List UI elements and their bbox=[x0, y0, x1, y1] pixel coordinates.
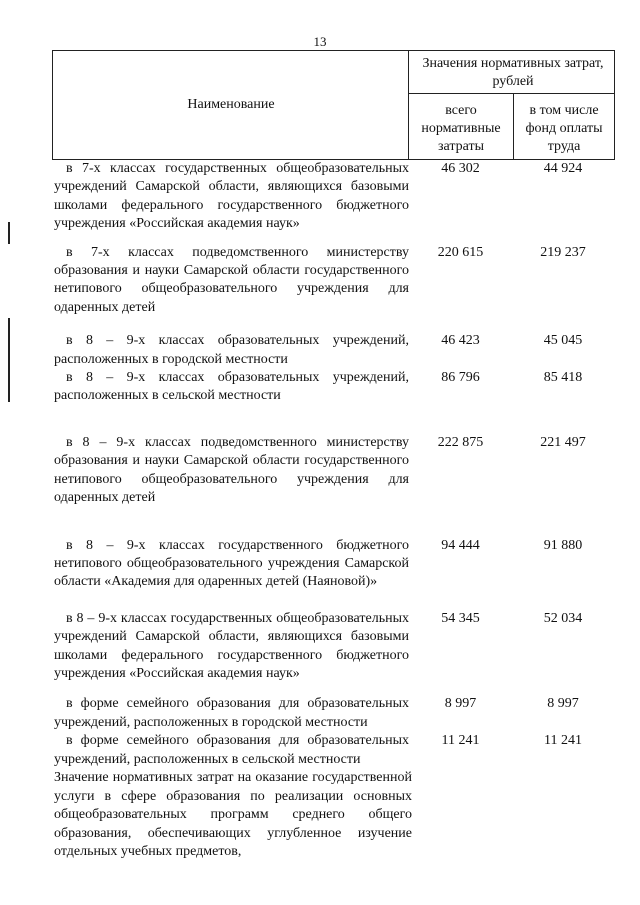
scan-margin-mark bbox=[8, 222, 10, 244]
scan-margin-mark bbox=[8, 318, 10, 402]
row-payroll: 11 241 bbox=[544, 733, 582, 749]
table-row bbox=[54, 244, 614, 318]
row-name: в 8 – 9-х классах образовательных учреждений, расположенных в городской местности bbox=[54, 333, 409, 367]
table-row bbox=[54, 537, 614, 592]
row-name: в 8 – 9-х классах подведомственного министерству образования и науки Самарской области государственного нетипового общеобразовательного учреждения для одаренных детей bbox=[54, 434, 409, 506]
note-paragraph: Значение нормативных затрат на оказание государственной услуги в сфере образования по реализации основных общеобразовательных программ среднего общего образования, обеспечивающих углубленное изучение отдельных учебных предметов, bbox=[54, 770, 412, 860]
table-row bbox=[54, 369, 614, 406]
table-row bbox=[54, 434, 614, 508]
row-total: 46 423 bbox=[441, 333, 480, 349]
row-name: в 8 – 9-х классах образовательных учреждений, расположенных в сельской местности bbox=[54, 370, 409, 404]
row-payroll: 45 045 bbox=[543, 333, 583, 349]
row-payroll: 8 997 bbox=[547, 696, 579, 712]
row-payroll: 44 924 bbox=[543, 161, 583, 176]
row-payroll: 219 237 bbox=[540, 244, 586, 260]
table-row bbox=[54, 160, 614, 234]
row-total: 222 875 bbox=[437, 434, 484, 450]
header-values-group: Значения нормативных затрат, рублей bbox=[422, 56, 604, 89]
row-total: 46 302 bbox=[441, 161, 480, 176]
row-payroll: 52 034 bbox=[543, 610, 583, 626]
row-total: 8 997 bbox=[444, 696, 477, 712]
table-row bbox=[54, 610, 614, 684]
header-border-subcol-divider bbox=[513, 93, 514, 160]
header-payroll: в том числе фонд оплаты труда bbox=[525, 103, 603, 154]
row-total: 94 444 bbox=[441, 537, 480, 553]
table-body bbox=[54, 160, 614, 769]
header-border-name-divider bbox=[408, 50, 409, 160]
row-payroll: 85 418 bbox=[543, 370, 583, 386]
row-total: 54 345 bbox=[441, 610, 480, 626]
row-name: в форме семейного образования для образовательных учреждений, расположенных в сельской местности bbox=[54, 733, 409, 767]
row-name: в форме семейного образования для образовательных учреждений, расположенных в городской местности bbox=[54, 696, 409, 730]
table-row bbox=[54, 332, 614, 369]
row-name: в 8 – 9-х классах государственного бюджетного нетипового общеобразовательного учреждения Самарской области «Академия для одаренных детей (Наяновой)» bbox=[54, 537, 409, 590]
page-number: 13 bbox=[313, 34, 327, 49]
table-row bbox=[54, 695, 614, 732]
row-name: в 7-х классах государственных общеобразовательных учреждений Самарской области, являющихся базовыми школами федерального государственного бюджетного учреждения «Российская академия наук» bbox=[54, 161, 409, 232]
row-total: 86 796 bbox=[441, 370, 480, 386]
header-name: Наименование bbox=[187, 97, 275, 112]
row-payroll: 91 880 bbox=[543, 537, 583, 553]
row-name: в 8 – 9-х классах государственных общеобразовательных учреждений Самарской области, являющихся базовыми школами федерального государственного бюджетного учреждения «Российская академия наук» bbox=[54, 610, 409, 681]
row-total: 11 241 bbox=[441, 733, 480, 749]
header-total: всего нормативные затраты bbox=[421, 103, 501, 154]
table-row bbox=[54, 732, 614, 769]
row-payroll: 221 497 bbox=[540, 434, 586, 450]
row-total: 220 615 bbox=[437, 244, 484, 260]
header-border-group-divider bbox=[408, 93, 615, 94]
row-name: в 7-х классах подведомственного министерству образования и науки Самарской области государственного нетипового общеобразовательного учреждения для одаренных детей bbox=[54, 244, 409, 315]
